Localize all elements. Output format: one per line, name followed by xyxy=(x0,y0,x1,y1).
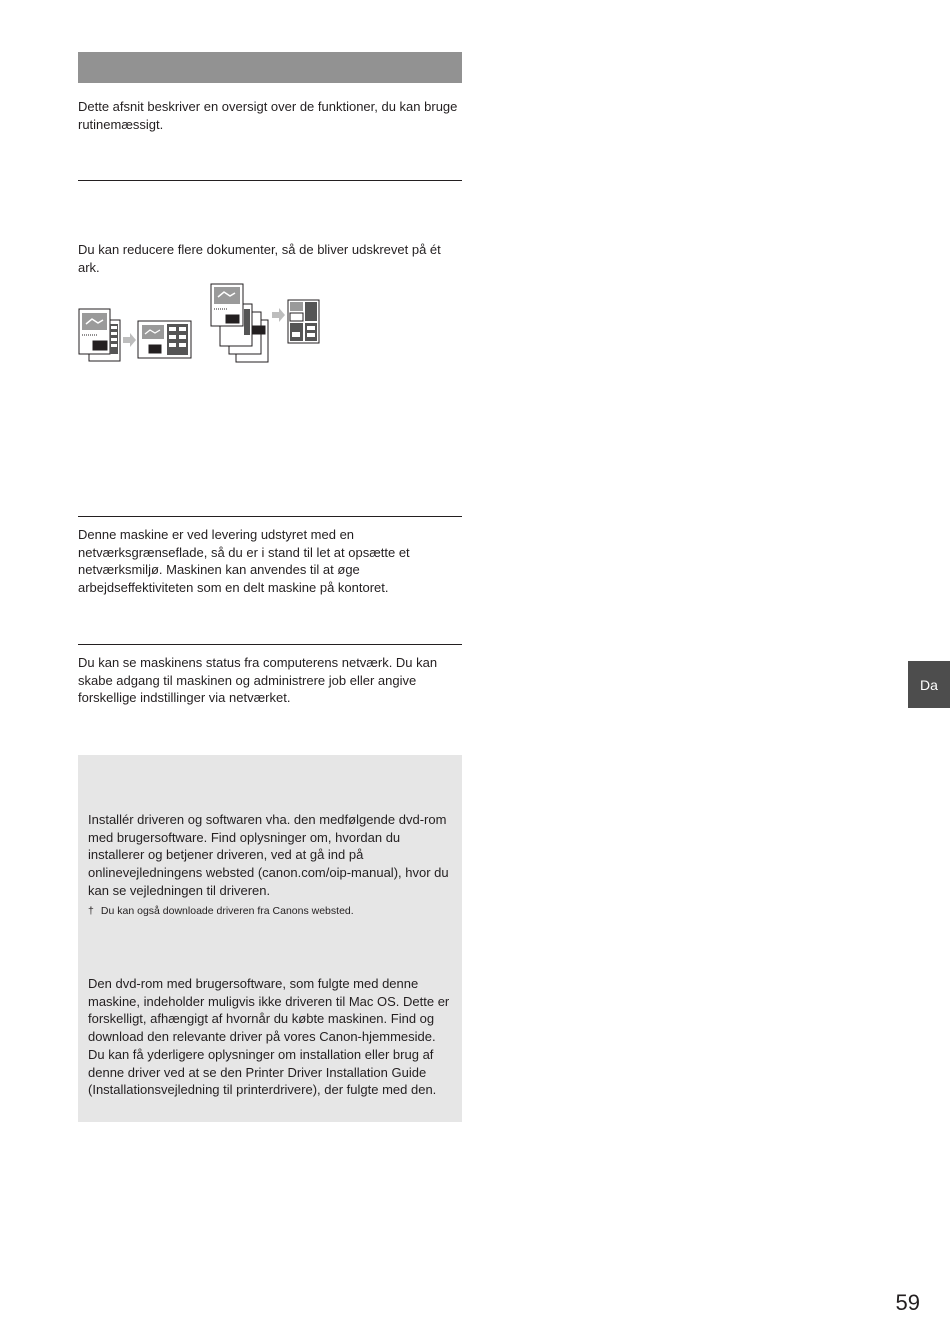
reduce-description: Du kan reducere flere dokumenter, så de bliver udskrevet på ét ark. xyxy=(78,242,441,275)
arrow-icon xyxy=(272,308,285,322)
source-pages-2up-icon xyxy=(79,309,120,361)
result-sheet-2up-icon xyxy=(138,321,191,358)
driver-footnote xyxy=(88,904,450,918)
mac-driver-text: Den dvd-rom med brugersoftware, som fulgte med denne maskine, indeholder muligvis ikke driveren til Mac OS. Dette er forskelligt, afhængigt af hvornår du købte maskinen. Find og download den relevante driver på vores Canon-hjemmeside. Du kan få yderligere oplysninger om installation eller brug af denne driver ved at se den Printer Driver Installation Guide (Installationsvejledning til printerdrivere), der fulgte med den. xyxy=(88,976,450,1098)
page-number: 59 xyxy=(895,1290,920,1315)
driver-install-text: Installér driveren og softwaren vha. den medfølgende dvd-rom med brugersoftware. Find oplysninger om, hvordan du installerer og betjener driveren, ved at gå ind på onlinevejledningens websted (canon.com/oip-manual), hvor du kan se vejledningen til driveren. xyxy=(88,812,449,898)
section-divider xyxy=(78,180,462,181)
language-tab: Da xyxy=(908,661,950,708)
footnote-text: Du kan også downloade driveren fra Canons websted. xyxy=(100,905,354,917)
intro-text: Dette afsnit beskriver en oversigt over de funktioner, du kan bruge rutinemæssigt. xyxy=(78,99,458,132)
arrow-icon xyxy=(123,333,136,347)
result-sheet-4up-icon xyxy=(288,300,319,343)
section-divider xyxy=(78,516,462,517)
footnote-mark: † xyxy=(88,905,94,917)
n-up-print-illustration xyxy=(76,282,326,366)
section-header-bar xyxy=(78,52,462,83)
network-share-text: Denne maskine er ved levering udstyret med en netværksgrænseflade, så du er i stand til let at opsætte et netværksmiljø. Maskinen kan anvendes til at øge arbejdseffektiviteten som en delt maskine på kontoret. xyxy=(78,527,410,596)
remote-ui-text: Du kan se maskinens status fra computerens netværk. Du kan skabe adgang til maskinen og administrere job eller angive forskellige indstillinger via netværket. xyxy=(78,655,438,706)
section-divider xyxy=(78,644,462,645)
source-pages-4up-icon xyxy=(211,284,268,362)
